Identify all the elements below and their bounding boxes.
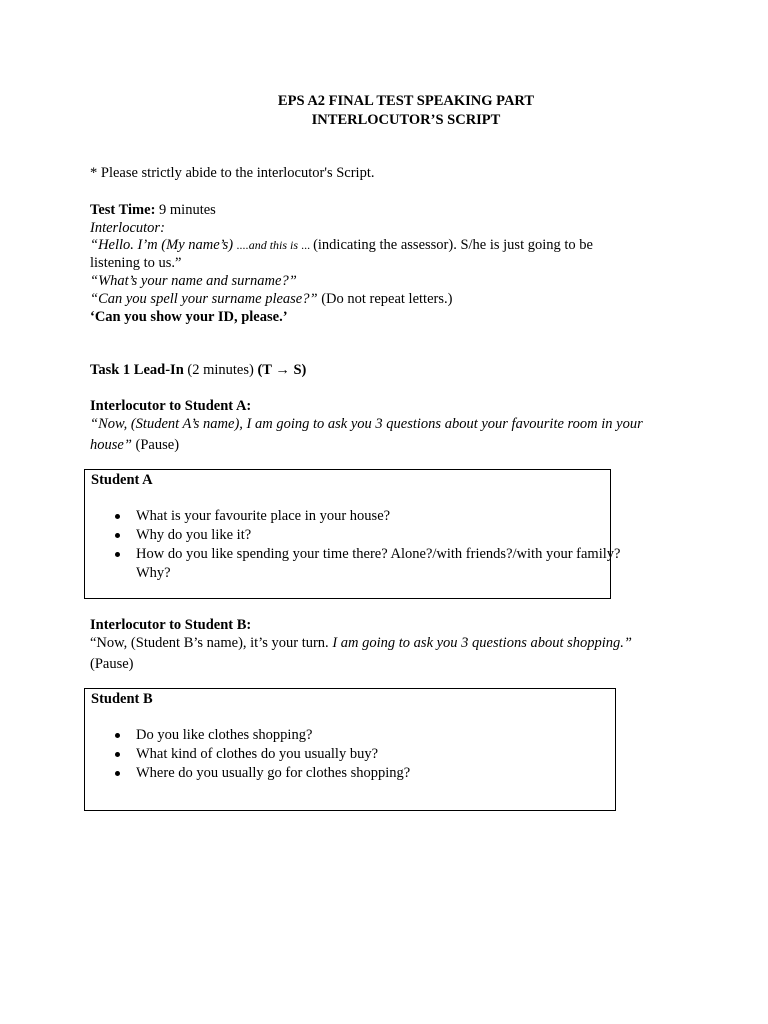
task1-flow: (T → S) bbox=[257, 362, 307, 378]
student-a-box bbox=[84, 469, 621, 599]
student-a-box-title: Student A bbox=[91, 472, 153, 488]
student-b-box-title: Student B bbox=[91, 691, 153, 707]
list-item: Do you like clothes shopping? bbox=[85, 726, 616, 745]
student-a-prompt-label: Interlocutor to Student A: bbox=[90, 398, 252, 414]
instruction-note: * Please strictly abide to the interlocutor's Script. bbox=[90, 165, 375, 181]
interlocutor-label: Interlocutor: bbox=[90, 220, 165, 236]
student-b-question-list bbox=[85, 726, 616, 783]
list-item: Why do you like it? bbox=[85, 526, 616, 545]
question-spell: “Can you spell your surname please?” (Do not repeat letters.) bbox=[90, 291, 453, 307]
greeting-line-cont: listening to us.” bbox=[90, 255, 182, 271]
doc-title: EPS A2 FINAL TEST SPEAKING PART bbox=[277, 93, 535, 109]
list-item: How do you like spending your time there? Alone?/with friends?/with your family? Why? bbox=[85, 545, 626, 583]
student-a-prompt-line2: house” (Pause) bbox=[90, 437, 180, 453]
student-b-pause: (Pause) bbox=[90, 656, 134, 672]
student-b-box bbox=[84, 688, 616, 811]
list-item: Where do you usually go for clothes shopping? bbox=[85, 764, 616, 783]
student-a-question-list bbox=[85, 507, 626, 583]
task1-heading bbox=[90, 361, 690, 379]
task1-title: Task 1 Lead-In bbox=[90, 362, 184, 378]
task1-duration: (2 minutes) bbox=[183, 362, 258, 378]
test-time-value: 9 minutes bbox=[155, 202, 216, 218]
list-item: What is your favourite place in your house? bbox=[85, 507, 616, 526]
test-time bbox=[90, 201, 690, 219]
question-name: “What’s your name and surname?” bbox=[90, 273, 297, 289]
student-a-prompt-line1: “Now, (Student A’s name), I am going to ask you 3 questions about your favourite room in your bbox=[90, 416, 643, 432]
doc-subtitle: INTERLOCUTOR’S SCRIPT bbox=[311, 112, 501, 128]
student-b-prompt-line1: “Now, (Student B’s name), it’s your turn. I am going to ask you 3 questions about shopping.” bbox=[90, 635, 632, 651]
greeting-line: “Hello. I’m (My name’s) ....and this is ... (indicating the assessor). S/he is just going to be bbox=[90, 237, 593, 253]
question-id: ‘Can you show your ID, please.’ bbox=[90, 309, 288, 325]
student-b-prompt-label: Interlocutor to Student B: bbox=[90, 617, 252, 633]
test-time-label: Test Time: bbox=[90, 202, 156, 218]
list-item: What kind of clothes do you usually buy? bbox=[85, 745, 616, 764]
